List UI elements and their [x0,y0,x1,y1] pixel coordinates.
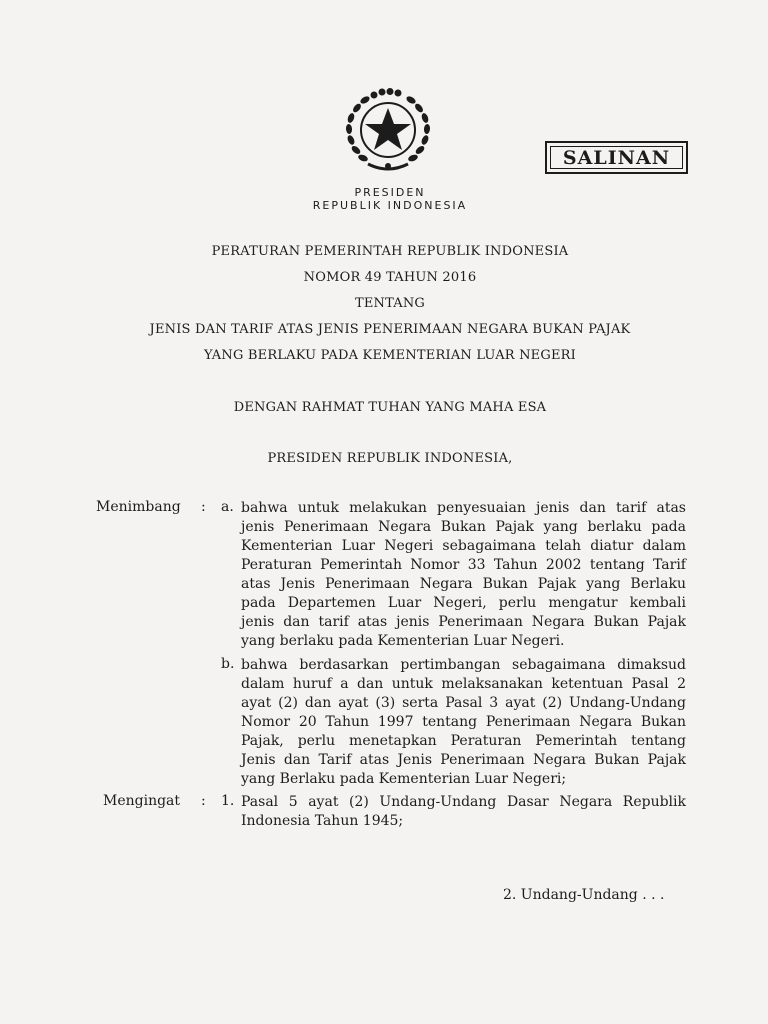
item-a-line: Peraturan Pemerintah Nomor 33 Tahun 2002 tentang Tarif [241,557,686,573]
invocation: DENGAN RAHMAT TUHAN YANG MAHA ESA [233,400,547,415]
title-about: TENTANG [354,296,426,311]
title-number: NOMOR 49 TAHUN 2016 [303,270,477,285]
continuation-footer: 2. Undang-Undang . . . [503,887,665,903]
star-wreath-emblem-icon [338,88,438,174]
item-b-line: Nomor 20 Tahun 1997 tentang Penerimaan Negara Bukan [241,714,686,730]
menimbang-label: Menimbang [96,499,181,515]
menimbang-colon: : [201,499,206,515]
header-presiden: PRESIDEN [354,186,426,199]
title-regulation: PERATURAN PEMERINTAH REPUBLIK INDONESIA [211,244,569,259]
item-b-line: Pajak, perlu menetapkan Peraturan Pemerintah tentang [241,733,686,749]
item-a-mark: a. [221,499,234,515]
item-b-paragraph [241,656,686,789]
item-b-line: ayat (2) dan ayat (3) serta Pasal 3 ayat (2) Undang-Undang [241,695,686,711]
item-a-paragraph [241,499,686,651]
president-heading: PRESIDEN REPUBLIK INDONESIA, [267,451,513,466]
title-subject-2: YANG BERLAKU PADA KEMENTERIAN LUAR NEGERI [204,348,576,363]
item-a-line: bahwa untuk melakukan penyesuaian jenis dan tarif atas [241,500,686,516]
salinan-stamp [545,141,688,174]
mengingat-colon: : [201,793,206,809]
item-b-mark: b. [221,656,235,672]
item-a-line: yang berlaku pada Kementerian Luar Negeri. [241,633,565,649]
header-republik: REPUBLIK INDONESIA [312,199,468,212]
item-a-line: pada Departemen Luar Negeri, perlu mengatur kembali [241,595,686,611]
item-1-line: Indonesia Tahun 1945; [241,813,404,829]
item-b-line: bahwa berdasarkan pertimbangan sebagaimana dimaksud [241,657,686,673]
item-b-line: yang Berlaku pada Kementerian Luar Negeri; [241,771,567,787]
item-1-paragraph [241,793,686,831]
mengingat-label: Mengingat [103,793,181,809]
item-1-mark: 1. [221,793,235,809]
item-a-line: jenis dan tarif atas jenis Penerimaan Negara Bukan Pajak [241,614,686,630]
stamp-text: SALINAN [550,146,683,169]
item-b-line: dalam huruf a dan untuk melaksanakan ketentuan Pasal 2 [241,676,686,692]
item-a-line: jenis Penerimaan Negara Bukan Pajak yang berlaku pada [241,519,686,535]
title-subject-1: JENIS DAN TARIF ATAS JENIS PENERIMAAN NEGARA BUKAN PAJAK [149,322,631,337]
item-a-line: atas Jenis Penerimaan Negara Bukan Pajak yang Berlaku [241,576,686,592]
item-a-line: Kementerian Luar Negeri sebagaimana telah diatur dalam [241,538,686,554]
item-b-line: Jenis dan Tarif atas Jenis Penerimaan Negara Bukan Pajak [241,752,686,768]
item-1-line: Pasal 5 ayat (2) Undang-Undang Dasar Negara Republik [241,794,686,810]
